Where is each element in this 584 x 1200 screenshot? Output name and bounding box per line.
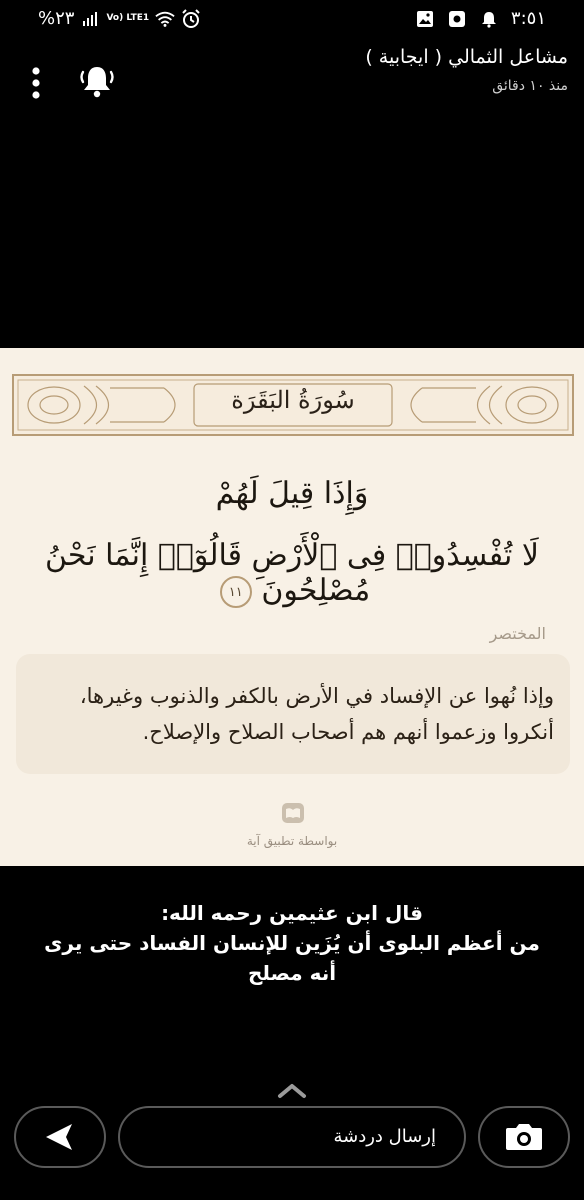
send-icon (14, 1106, 106, 1168)
caption-line-2: من أعظم البلوى أن يُزَين للإنسان الفساد حتى يرى (44, 931, 540, 955)
shared-verse-card (0, 348, 584, 866)
tafsir-text: وإذا نُهوا عن الإفساد في الأرض بالكفر والذنوب وغيرها، أنكروا وزعموا أنهم هم أصحاب الصلاح والإصلاح. (79, 684, 554, 744)
chevron-up-icon[interactable] (275, 1080, 309, 1102)
alarm-icon (181, 9, 201, 29)
verse-line-1: وَإِذَا قِيلَ لَهُمْ (215, 476, 369, 511)
tafsir-box (16, 654, 570, 774)
gallery-icon (415, 9, 435, 29)
chat-placeholder: إرسال دردشة (333, 1126, 436, 1147)
camera-icon (478, 1106, 570, 1168)
app-notification-icon (447, 9, 467, 29)
verse-line-2 (10, 538, 574, 608)
more-vertical-icon[interactable] (26, 66, 46, 100)
status-left (38, 8, 201, 29)
story-caption (20, 898, 564, 988)
caption-line-3: أنه مصلح (247, 961, 337, 985)
story-timestamp: منذ ١٠ دقائق (492, 78, 568, 94)
surah-header-frame (12, 374, 574, 436)
notification-bell-icon (479, 9, 499, 29)
ayah-number-badge: ١١ (220, 576, 252, 608)
signal-icon (80, 9, 100, 29)
wifi-icon (155, 9, 175, 29)
story-header (0, 38, 584, 108)
caption-line-1: قال ابن عثيمين رحمه الله: (161, 901, 423, 925)
clock: ٣:٥١ (510, 8, 546, 29)
bell-icon[interactable] (78, 64, 116, 100)
tafsir-label: المختصر (489, 624, 546, 643)
camera-button[interactable] (478, 1106, 570, 1168)
story-author[interactable]: مشاعل الثمالي ( ايجابية ) (365, 46, 568, 68)
book-icon (281, 802, 305, 824)
battery-level: %٢٣ (38, 8, 75, 29)
status-bar (0, 0, 584, 38)
send-button[interactable] (14, 1106, 106, 1168)
status-right (415, 8, 546, 29)
chat-input[interactable] (118, 1106, 466, 1168)
verse-line-2-text: لَا تُفْسِدُوا۟ فِى ٱلْأَرْضِ قَالُوٓا۟ إِنَّمَا نَحْنُ مُصْلِحُونَ (45, 538, 539, 608)
network-type: Vo) LTE1 (106, 13, 150, 23)
app-credit: بواسطة تطبيق آية (246, 834, 338, 848)
surah-name: سُورَةُ البَقَرَة (231, 386, 355, 414)
reply-bar (0, 1106, 584, 1170)
